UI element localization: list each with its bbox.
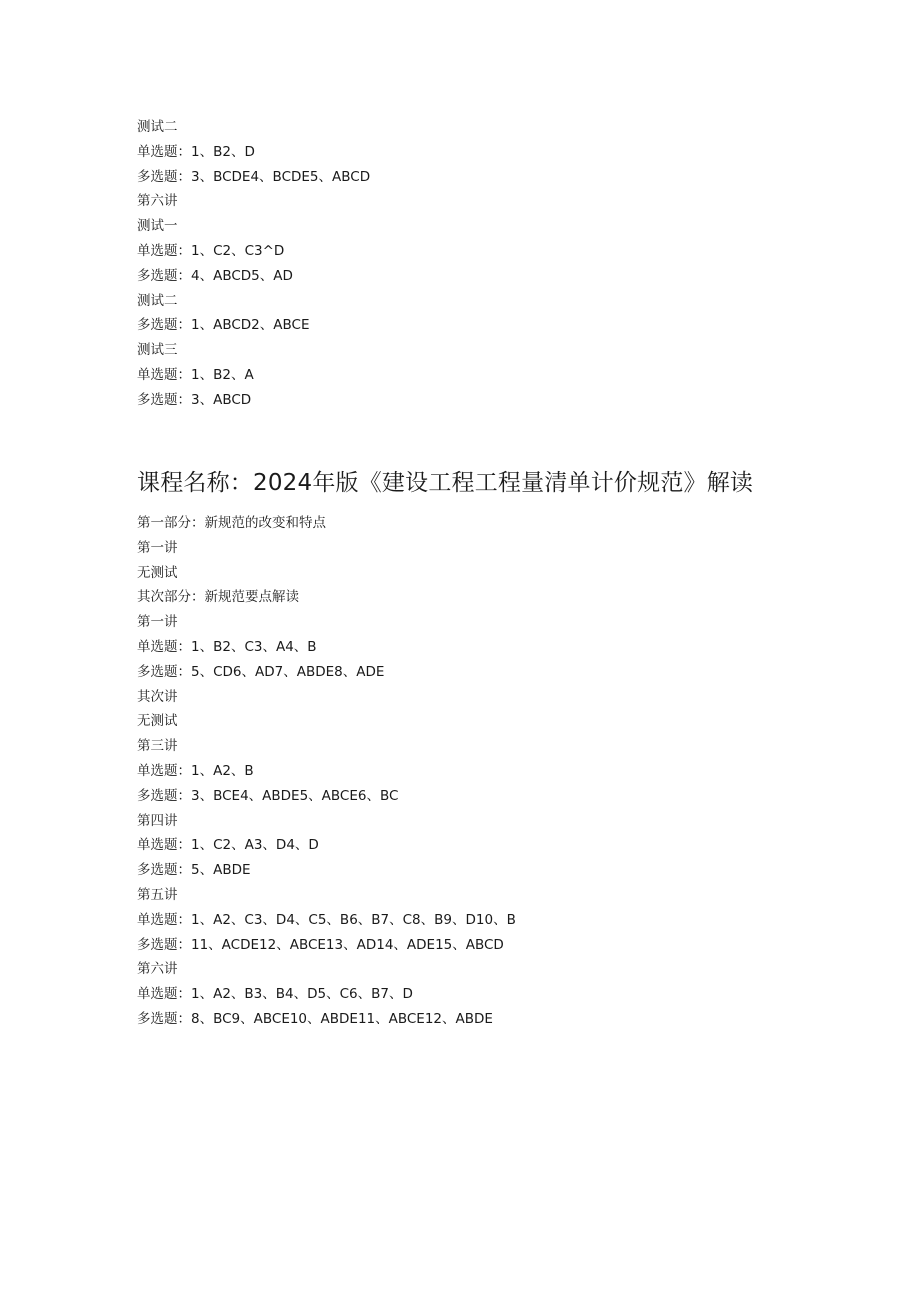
text-line: 多选题：1、ABCD2、ABCE <box>137 317 310 334</box>
text-line: 多选题：8、BC9、ABCE10、ABDE11、ABCE12、ABDE <box>137 1010 493 1027</box>
text-line: 单选题：1、C2、C3^D <box>137 242 285 259</box>
text-line: 多选题：3、BCE4、ABDE5、ABCE6、BC <box>137 787 399 804</box>
text-line: 第六讲 <box>137 961 178 978</box>
text-line: 无测试 <box>137 713 178 730</box>
text-line: 单选题：1、B2、D <box>137 143 255 160</box>
text-line: 单选题：1、A2、B <box>137 762 254 779</box>
text-line: 测试二 <box>137 292 178 309</box>
text-line: 多选题：5、ABDE <box>137 862 251 879</box>
text-line: 第一部分：新规范的改变和特点 <box>137 515 326 531</box>
text-line: 第三讲 <box>137 738 178 755</box>
text-line: 多选题：11、ACDE12、ABCE13、AD14、ADE15、ABCD <box>137 936 504 953</box>
text-line: 多选题：3、BCDE4、BCDE5、ABCD <box>137 168 371 185</box>
text-line: 单选题：1、A2、C3、D4、C5、B6、B7、C8、B9、D10、B <box>137 911 516 928</box>
text-line: 第一讲 <box>137 614 178 631</box>
text-line: 多选题：4、ABCD5、AD <box>137 267 293 284</box>
text-line: 无测试 <box>137 564 178 581</box>
text-line: 其次讲 <box>137 688 178 705</box>
text-line: 测试三 <box>137 342 178 359</box>
text-line: 其次部分：新规范要点解读 <box>137 589 299 606</box>
text-line: 第一讲 <box>137 539 178 556</box>
course-title-heading: 课程名称：2024年版《建设工程工程量清单计价规范》解读 <box>137 470 754 496</box>
text-line: 第六讲 <box>137 193 178 210</box>
text-line: 多选题：5、CD6、AD7、ABDE8、ADE <box>137 663 385 680</box>
answer-section-prev-course <box>137 115 370 413</box>
text-line: 测试一 <box>137 218 178 235</box>
text-line: 第五讲 <box>137 886 178 903</box>
text-line: 多选题：3、ABCD <box>137 391 252 408</box>
text-line: 测试二 <box>137 119 178 135</box>
answer-section-course <box>137 511 516 1032</box>
text-line: 单选题：1、B2、C3、A4、B <box>137 638 317 655</box>
text-line: 单选题：1、B2、A <box>137 366 254 383</box>
text-line: 第四讲 <box>137 812 178 829</box>
text-line: 单选题：1、C2、A3、D4、D <box>137 837 319 854</box>
text-line: 单选题：1、A2、B3、B4、D5、C6、B7、D <box>137 986 413 1003</box>
